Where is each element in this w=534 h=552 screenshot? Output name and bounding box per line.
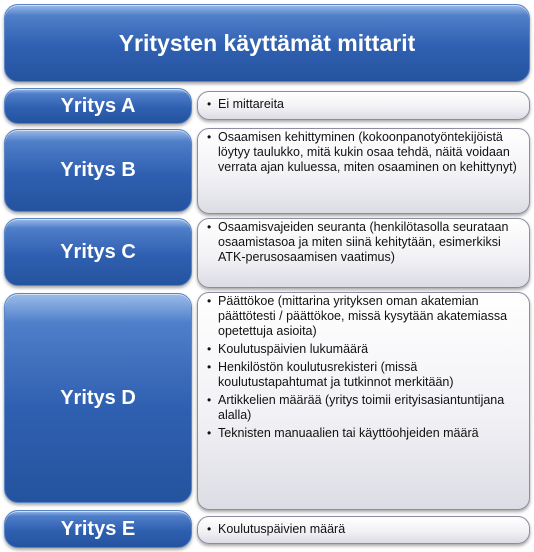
- metric-item: • Artikkelien määrää (yritys toimii erityisasiantuntijana alalla): [218, 393, 521, 423]
- company-c-label: Yritys C: [4, 218, 192, 286]
- metric-item: • Koulutuspäivien määrä: [218, 522, 521, 537]
- company-b-label: Yritys B: [4, 129, 192, 212]
- metric-item: • Teknisten manuaalien tai käyttöohjeiden määrä: [218, 426, 521, 441]
- metric-item: • Ei mittareita: [218, 97, 521, 112]
- company-b-metrics: [197, 128, 530, 214]
- metric-item: • Osaamisen kehittyminen (kokoonpanotyöntekijöistä löytyy taulukko, mitä kukin osaa tehdä, näitä voidaan verrata ajan kuluessa, miten osaaminen on kehittynyt): [218, 130, 521, 175]
- company-e-metrics: [197, 516, 530, 544]
- company-a-metrics: [197, 91, 530, 120]
- metric-item: • Koulutuspäivien lukumäärä: [218, 342, 521, 357]
- company-a-label: Yritys A: [4, 88, 192, 124]
- diagram-title: Yritysten käyttämät mittarit: [4, 4, 530, 82]
- metric-item: • Päättökoe (mittarina yrityksen oman akatemian päättötesti / päättökoe, missä kysytään akatemiassa opetettuja asioita): [218, 294, 521, 339]
- metric-item: • Osaamisvajeiden seuranta (henkilötasolla seurataan osaamistasoa ja miten siinä kehitytään, esimerkiksi ATK-perusosaamisen vaatimus): [218, 220, 521, 265]
- company-d-label: Yritys D: [4, 293, 192, 503]
- metric-item: • Henkilöstön koulutusrekisteri (missä koulutustapahtumat ja tutkinnot merkitään): [218, 360, 521, 390]
- company-c-metrics: [197, 218, 530, 288]
- company-e-label: Yritys E: [4, 510, 192, 548]
- company-d-metrics: [197, 292, 530, 510]
